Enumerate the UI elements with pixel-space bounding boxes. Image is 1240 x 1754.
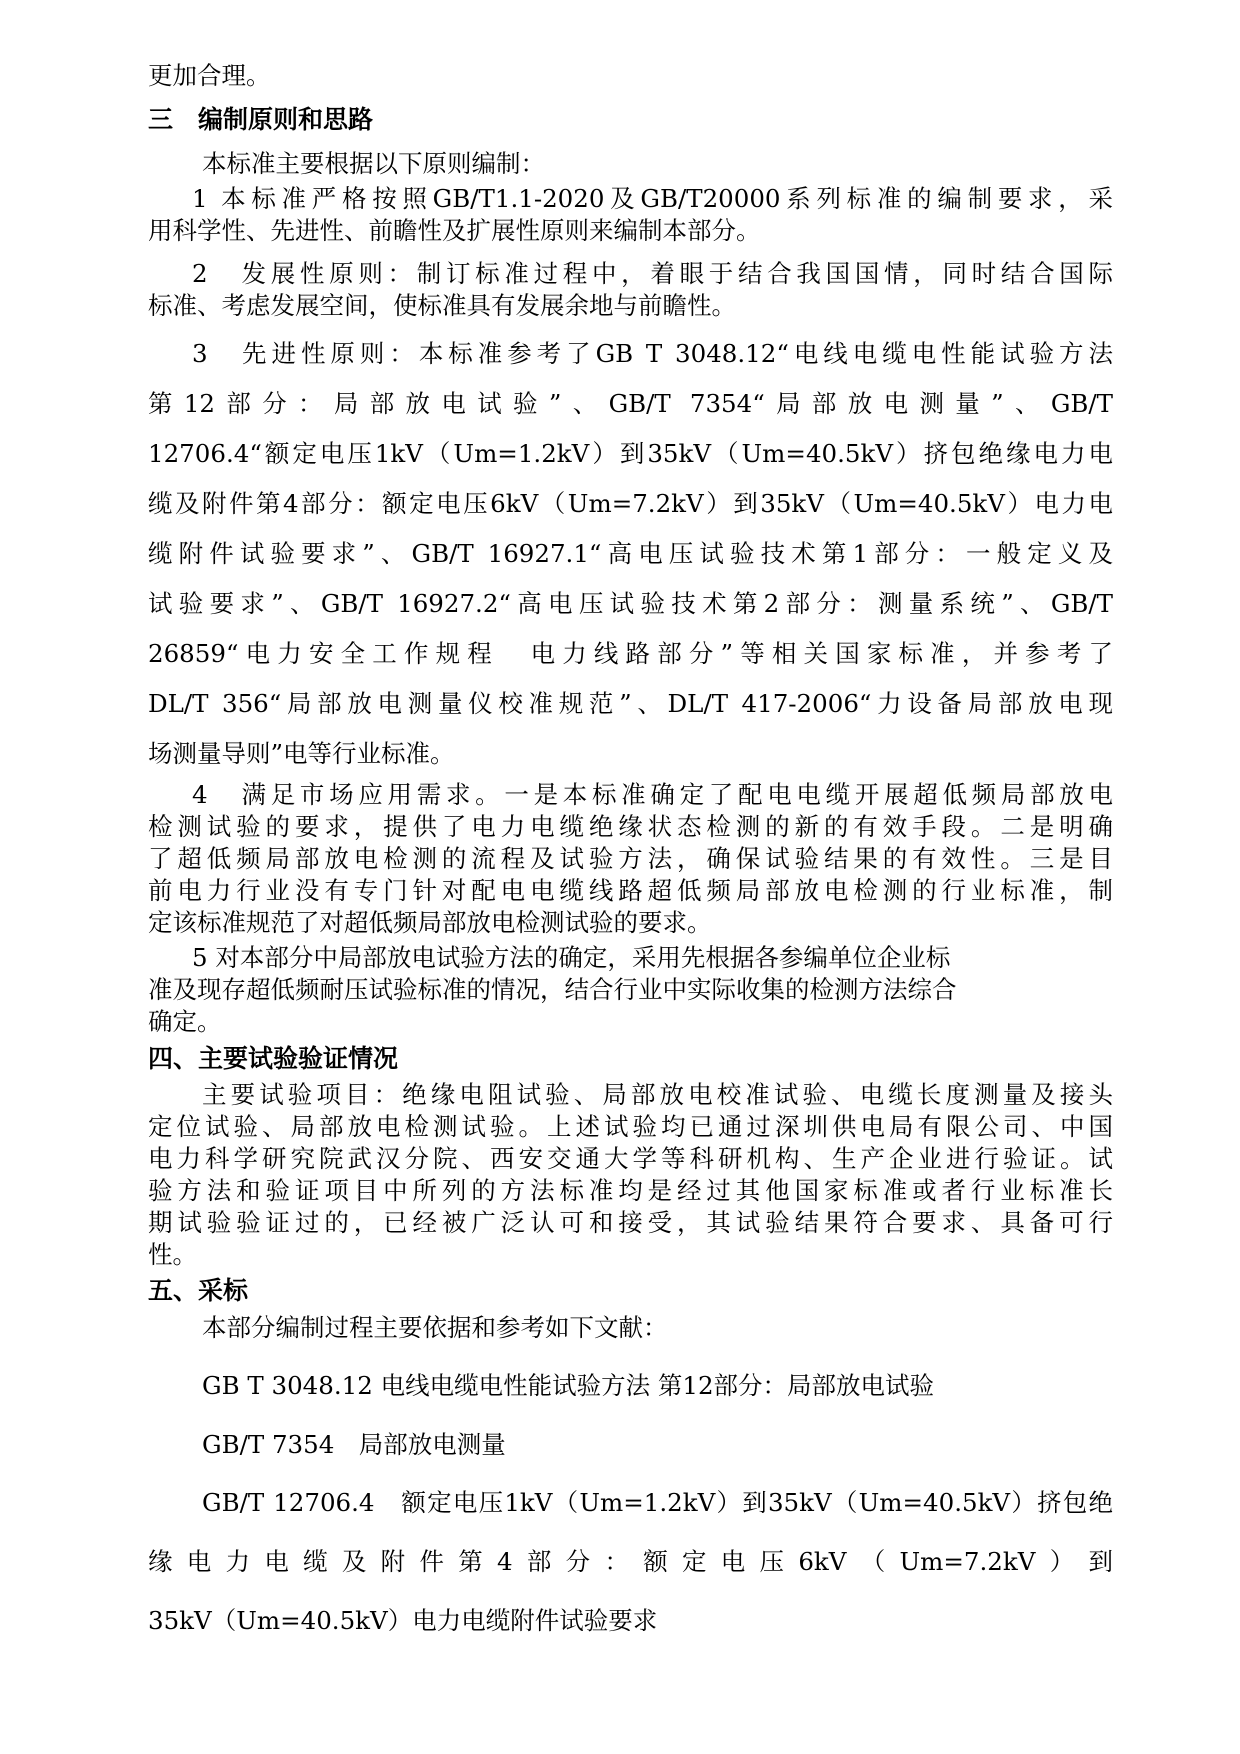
text-line: 26859“电力安全工作规程 电力线路部分”等相关国家标准，并参考了: [148, 639, 1113, 668]
text-line: 定该标准规范了对超低频局部放电检测试验的要求。: [148, 908, 712, 937]
reference-item: GB T 3048.12 电线电缆电性能试验方法 第12部分：局部放电试验: [202, 1371, 935, 1400]
text-line: 更加合理。: [148, 61, 271, 90]
text-line: 第12部分：局部放电试验”、GB/T 7354“局部放电测量”、GB/T: [148, 389, 1113, 418]
text-line: 场测量导则”电等行业标准。: [148, 739, 455, 768]
text-line: 了超低频局部放电检测的流程及试验方法，确保试验结果的有效性。三是目: [148, 844, 1113, 873]
reference-item: GB/T 12706.4 额定电压1kV（Um=1.2kV）到35kV（Um=40.5kV）挤包绝: [202, 1488, 1113, 1517]
section-heading-3: 三 编制原则和思路: [148, 105, 374, 134]
text-line: 检测试验的要求，提供了电力电缆绝缘状态检测的新的有效手段。二是明确: [148, 812, 1113, 841]
text-line: 35kV（Um=40.5kV）电力电缆附件试验要求: [148, 1606, 658, 1635]
text-line: 准及现存超低频耐压试验标准的情况，结合行业中实际收集的检测方法综合: [148, 975, 957, 1004]
text-line: 期试验验证过的，已经被广泛认可和接受，其试验结果符合要求、具备可行: [148, 1208, 1113, 1237]
text-line: 标准、考虑发展空间，使标准具有发展余地与前瞻性。: [148, 291, 736, 320]
section-heading-4: 四、主要试验验证情况: [148, 1044, 399, 1073]
text-line: 1 本标准严格按照GB/T1.1-2020及GB/T20000系列标准的编制要求，采: [192, 184, 1113, 213]
text-line: 4 满足市场应用需求。一是本标准确定了配电电缆开展超低频局部放电: [192, 780, 1113, 809]
text-line: 性。: [148, 1240, 197, 1269]
text-line: 前电力行业没有专门针对配电电缆线路超低频局部放电检测的行业标准，制: [148, 876, 1113, 905]
text-line: 本标准主要根据以下原则编制：: [202, 149, 545, 178]
text-line: 12706.4“额定电压1kV（Um=1.2kV）到35kV（Um=40.5kV）挤包绝缘电力电: [148, 439, 1113, 468]
text-line: 本部分编制过程主要依据和参考如下文献：: [202, 1313, 668, 1342]
text-line: DL/T 356“局部放电测量仪校准规范”、DL/T 417-2006“力设备局部放电现: [148, 689, 1113, 718]
text-line: 定位试验、局部放电检测试验。上述试验均已通过深圳供电局有限公司、中国: [148, 1112, 1113, 1141]
text-line: 3 先进性原则：本标准参考了GB T 3048.12“电线电缆电性能试验方法: [192, 339, 1113, 368]
section-heading-5: 五、采标: [148, 1276, 249, 1305]
text-line: 主要试验项目：绝缘电阻试验、局部放电校准试验、电缆长度测量及接头: [202, 1080, 1113, 1109]
text-line: 缆及附件第4部分：额定电压6kV（Um=7.2kV）到35kV（Um=40.5kV）电力电: [148, 489, 1113, 518]
text-line: 用科学性、先进性、前瞻性及扩展性原则来编制本部分。: [148, 216, 761, 245]
text-line: 确定。: [148, 1007, 222, 1036]
text-line: 验方法和验证项目中所列的方法标准均是经过其他国家标准或者行业标准长: [148, 1176, 1113, 1205]
text-line: 缘电力电缆及附件第4部分：额定电压6kV（Um=7.2kV）到: [148, 1547, 1113, 1576]
text-line: 缆附件试验要求”、GB/T 16927.1“高电压试验技术第1部分：一般定义及: [148, 539, 1113, 568]
text-line: 2 发展性原则：制订标准过程中，着眼于结合我国国情，同时结合国际: [192, 259, 1113, 288]
reference-item: GB/T 7354 局部放电测量: [202, 1430, 506, 1459]
text-line: 试验要求”、GB/T 16927.2“高电压试验技术第2部分：测量系统”、GB/T: [148, 589, 1113, 618]
text-line: 电力科学研究院武汉分院、西安交通大学等科研机构、生产企业进行验证。试: [148, 1144, 1113, 1173]
text-line: 5 对本部分中局部放电试验方法的确定，采用先根据各参编单位企业标: [192, 943, 951, 972]
